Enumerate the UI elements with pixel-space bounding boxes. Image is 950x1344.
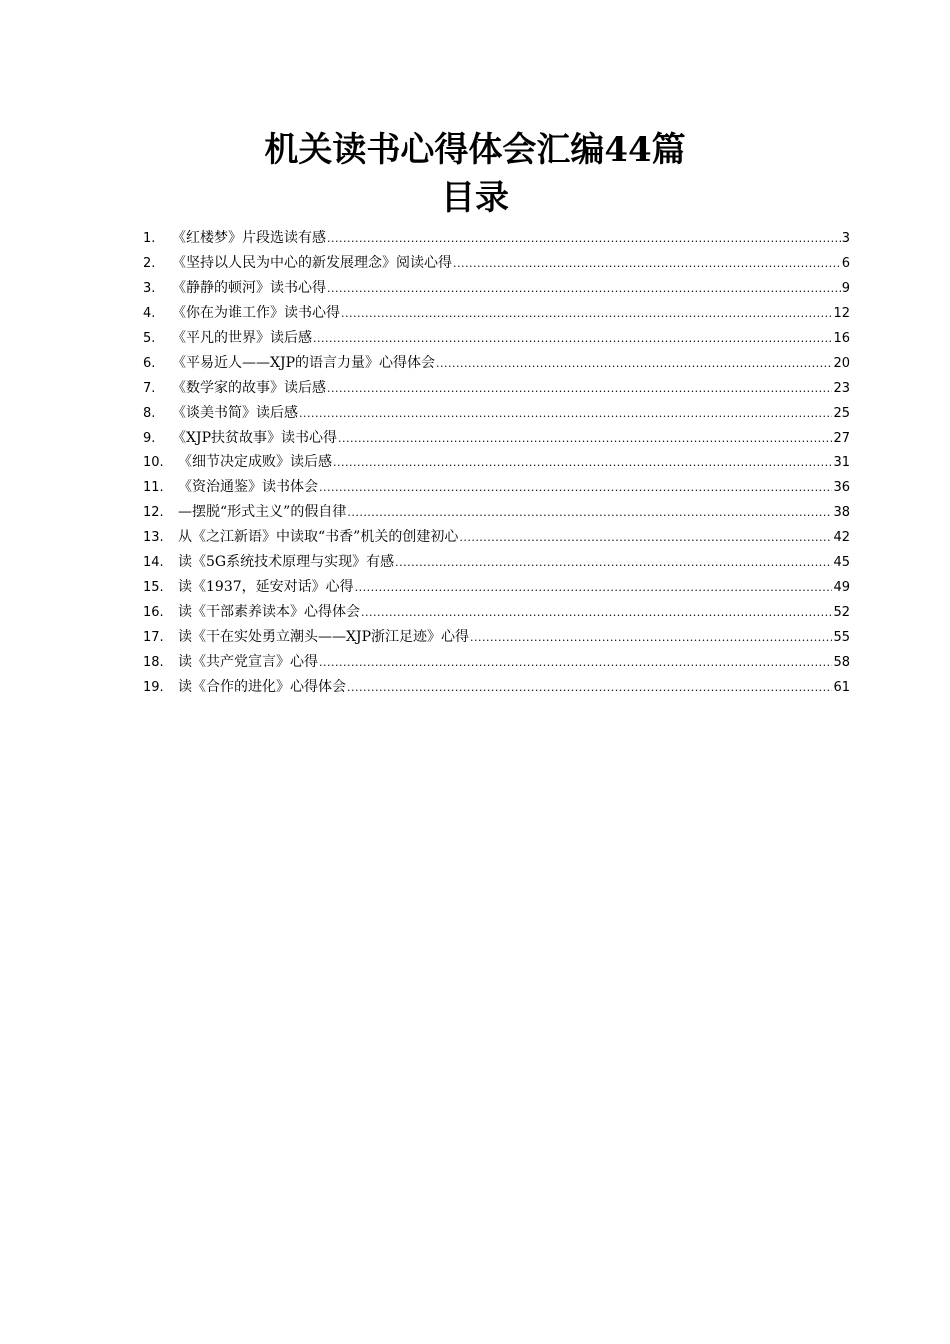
toc-entry-title[interactable]: 读《合作的进化》心得体会 (178, 678, 346, 695)
toc-entry[interactable] (143, 475, 850, 500)
toc-entry[interactable] (143, 550, 850, 575)
toc-entry[interactable] (143, 226, 850, 251)
toc-entry-title[interactable]: 读《5G系统技术原理与实现》有感 (178, 554, 395, 571)
toc-entry[interactable] (143, 376, 850, 401)
toc-entry-page: 23 (833, 380, 850, 396)
toc-entry-number: 1. (143, 231, 156, 246)
toc-entry-title[interactable]: 《静静的顿河》读书心得 (172, 279, 326, 296)
toc-entry[interactable] (143, 600, 850, 625)
toc-entry-title[interactable]: 读《1937，延安对话》心得 (178, 579, 354, 596)
toc-entry-number: 7. (143, 380, 156, 396)
toc-entry-title[interactable]: 读《干部素养读本》心得体会 (178, 604, 360, 621)
toc-dot-leader (395, 551, 832, 575)
toc-heading: 目录 (441, 178, 509, 218)
toc-dot-leader (341, 302, 832, 326)
toc-entry-number: 18. (143, 654, 164, 670)
toc-entry[interactable] (143, 251, 850, 276)
toc-entry-page: 3 (841, 231, 850, 246)
toc-entry-number: 19. (143, 679, 164, 695)
toc-entry-number: 10. (143, 455, 164, 471)
toc-entry[interactable] (143, 450, 850, 475)
toc-dot-leader (327, 227, 841, 251)
toc-entry[interactable] (143, 625, 850, 650)
toc-entry[interactable] (143, 326, 850, 351)
toc-entry[interactable] (143, 525, 850, 550)
toc-entry-title[interactable]: 《你在为谁工作》读书心得 (172, 304, 340, 321)
toc-dot-leader (338, 427, 832, 451)
toc-entry-title[interactable]: 《红楼梦》片段选读有感 (172, 230, 326, 246)
toc-entry-number: 3. (143, 280, 156, 296)
toc-dot-leader (355, 576, 833, 600)
toc-entry[interactable] (143, 301, 850, 326)
toc-dot-leader (453, 252, 841, 276)
toc-entry-page: 38 (833, 505, 850, 521)
toc-dot-leader (436, 352, 832, 376)
toc-entry-title[interactable]: 《细节决定成败》读后感 (178, 454, 332, 471)
toc-entry-number: 13. (143, 530, 164, 546)
toc-entry-page: 12 (833, 305, 850, 321)
toc-entry-number: 8. (143, 405, 156, 421)
toc-dot-leader (347, 501, 832, 525)
toc-entry-number: 11. (143, 480, 164, 496)
toc-dot-leader (333, 451, 832, 475)
toc-entry-title[interactable]: 《资治通鉴》读书体会 (178, 479, 318, 496)
toc-entry-number: 12. (143, 505, 164, 521)
toc-entry-number: 2. (143, 255, 156, 271)
toc-entry-number: 15. (143, 580, 164, 596)
toc-entry-title[interactable]: 从《之江新语》中读取“书香”机关的创建初心 (178, 529, 459, 546)
toc-entry-page: 42 (833, 530, 850, 546)
toc-entry-page: 16 (833, 330, 850, 346)
toc-entry-number: 17. (143, 630, 164, 645)
toc-entry-title[interactable]: 《平凡的世界》读后感 (172, 329, 312, 346)
toc-entry-title[interactable]: 《数学家的故事》读后感 (172, 379, 326, 396)
table-of-contents (143, 226, 850, 700)
toc-dot-leader (313, 327, 832, 351)
toc-dot-leader (319, 651, 832, 675)
toc-dot-leader (459, 526, 832, 550)
toc-entry[interactable] (143, 650, 850, 675)
toc-entry-page: 45 (833, 555, 850, 571)
document-title: 机关读书心得体会汇编44篇 (264, 130, 686, 170)
toc-entry[interactable] (143, 401, 850, 426)
toc-entry-title[interactable]: 读《干在实处勇立潮头——XJP浙江足迹》心得 (178, 629, 469, 645)
toc-entry-number: 4. (143, 305, 156, 321)
toc-entry-page: 55 (833, 630, 850, 645)
toc-entry-title[interactable]: 《XJP扶贫故事》读书心得 (172, 429, 337, 446)
toc-entry[interactable] (143, 351, 850, 376)
toc-entry-page: 58 (833, 654, 850, 670)
toc-entry[interactable] (143, 575, 850, 600)
toc-entry-title[interactable]: 读《共产党宣言》心得 (178, 653, 318, 670)
toc-entry[interactable] (143, 500, 850, 525)
toc-dot-leader (327, 277, 841, 301)
toc-entry[interactable] (143, 675, 850, 700)
toc-entry-title[interactable]: 《平易近人——XJP的语言力量》心得体会 (172, 354, 435, 371)
toc-dot-leader (299, 402, 832, 426)
toc-entry-number: 16. (143, 605, 164, 621)
toc-entry[interactable] (143, 426, 850, 451)
toc-entry[interactable] (143, 276, 850, 301)
toc-entry-number: 9. (143, 430, 156, 446)
toc-entry-page: 61 (833, 679, 850, 695)
toc-dot-leader (327, 377, 832, 401)
toc-entry-page: 6 (841, 255, 850, 271)
toc-entry-page: 9 (841, 280, 850, 296)
toc-dot-leader (319, 476, 832, 500)
toc-entry-number: 14. (143, 555, 164, 571)
toc-entry-number: 6. (143, 355, 156, 371)
toc-entry-title[interactable]: 《谈美书简》读后感 (172, 404, 298, 421)
toc-dot-leader (361, 601, 832, 625)
toc-entry-page: 25 (833, 405, 850, 421)
toc-entry-number: 5. (143, 330, 156, 346)
toc-entry-page: 52 (833, 605, 850, 621)
toc-entry-page: 27 (833, 430, 850, 446)
toc-entry-page: 31 (833, 455, 850, 471)
toc-dot-leader (470, 626, 832, 650)
toc-dot-leader (347, 676, 832, 700)
toc-entry-page: 20 (833, 355, 850, 371)
toc-entry-title[interactable]: 《坚持以人民为中心的新发展理念》阅读心得 (172, 254, 452, 271)
toc-entry-title[interactable]: —摆脱“形式主义”的假自律 (178, 504, 347, 521)
toc-entry-page: 36 (833, 480, 850, 496)
toc-entry-page: 49 (833, 580, 850, 596)
